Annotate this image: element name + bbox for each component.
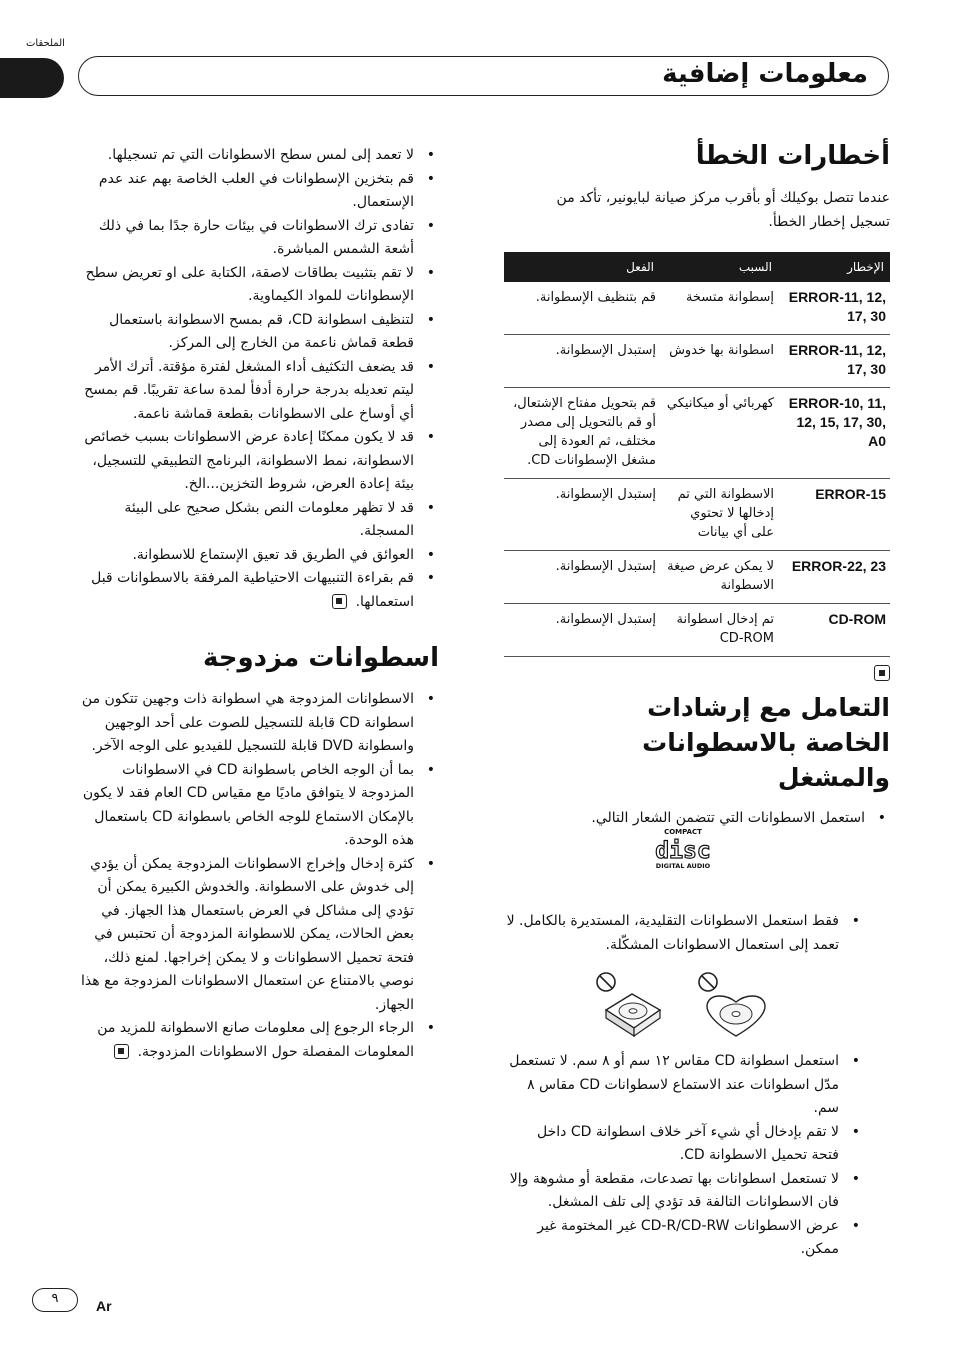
logo-text-compact: COMPACT bbox=[664, 828, 702, 836]
list-item: • قد لا تظهر معلومات النص بشكل صحيح على البيئة المسجلة. bbox=[79, 497, 439, 544]
error-code: ERROR-11, 12, 17, 30 bbox=[778, 282, 890, 335]
error-action: قم بتنظيف الإسطوانة. bbox=[504, 282, 660, 335]
list-item: • لا تستعمل اسطوانات بها تصدعات، مقطعة أو مشوهة وإلا فان الاسطوانات التالفة قد تؤدي إلى تلف المشغل. bbox=[506, 1168, 864, 1215]
section-label: الملحقات bbox=[26, 38, 65, 49]
list-item: • قد لا يكون ممكنًا إعادة عرض الاسطوانات بسبب خصائص الاسطوانة، نمط الاسطوانة، البرنامج التطبيقي للتسجيل، بيئة إعادة العرض، شروط التخزين...الخ. bbox=[79, 426, 439, 497]
error-cause: تم إدخال اسطوانة CD-ROM bbox=[660, 604, 778, 657]
dual-list bbox=[79, 688, 439, 1064]
list-item: • فقط استعمل الاسطوانات التقليدية، المستديرة بالكامل. لا تعمد إلى استعمال الاسطوانات المشكّلة. bbox=[506, 910, 864, 957]
col-header-action: الفعل bbox=[504, 252, 660, 282]
list-item: • لا تقم بتثبيت بطاقات لاصقة، الكتابة على او تعريض سطح الإسطوانات للمواد الكيماوية. bbox=[79, 262, 439, 309]
dual-section bbox=[79, 640, 439, 1064]
list-item: • لا تقم بإدخال أي شيء آخر خلاف اسطوانة CD داخل فتحة تحميل الاسطوانة CD. bbox=[506, 1121, 864, 1168]
error-code: ERROR-15 bbox=[778, 479, 890, 551]
table-row bbox=[504, 551, 890, 604]
error-action: قم بتحويل مفتاح الإشتعال، أو قم بالتحويل إلى مصدر مختلف، ثم العودة إلى مشغل الإسطوانات CD. bbox=[504, 388, 660, 479]
handling-list-2 bbox=[506, 910, 864, 957]
list-item: • استعمل اسطوانة CD مقاس ١٢ سم أو ٨ سم. لا تستعمل مدّل اسطوانات عند الاستماع لاسطوانات CD مقاس ٨ سم. bbox=[506, 1050, 864, 1121]
list-item: • قد يضعف التكثيف أداء المشغل لفترة مؤقتة. أترك الأمر ليتم تعديله بدرجة حرارة أدفأ لمدة ساعة تقريبًا. قم بمسح أي أوساخ على الاسطوانات بقطعة قماشة ناعمة. bbox=[79, 356, 439, 427]
list-item: • بما أن الوجه الخاص باسطوانة CD في الاسطوانات المزدوجة لا يتوافق ماديًا مع مقياس CD العام فقد لا يكون بالإمكان الاستماع للوجه الخاص باسطوانة CD باستعمال هذه الوحدة. bbox=[79, 759, 439, 853]
errors-heading: أخطارات الخطأ bbox=[695, 141, 890, 171]
end-of-section-icon bbox=[114, 1044, 129, 1059]
error-code: ERROR-11, 12, 17, 30 bbox=[778, 335, 890, 388]
table-row bbox=[504, 282, 890, 335]
language-code: Ar bbox=[96, 1298, 112, 1314]
dual-heading: اسطوانات مزدوجة bbox=[202, 643, 439, 673]
error-cause: الاسطوانة التي تم إدخالها لا تحتوي على أي بيانات bbox=[660, 479, 778, 551]
care-last-text: قم بقراءة التنبيهات الاحتياطية المرفقة بالاسطوانات قبل استعمالها. bbox=[91, 570, 414, 610]
logo-text-disc: disc bbox=[655, 838, 711, 864]
end-of-section-icon bbox=[332, 594, 347, 609]
error-code: CD-ROM bbox=[778, 604, 890, 657]
list-item: • لتنظيف اسطوانة CD، قم بمسح الاسطوانة باستعمال قطعة قماش ناعمة من الخارج إلى المركز. bbox=[79, 309, 439, 356]
error-action: إستبدل الإسطوانة. bbox=[504, 479, 660, 551]
care-list bbox=[79, 144, 439, 614]
compact-disc-logo-icon bbox=[650, 826, 716, 870]
handling-more bbox=[506, 1050, 864, 1262]
handling-heading: التعامل مع إرشادات الخاصة بالاسطوانات والمشغل bbox=[642, 693, 890, 792]
error-cause: اسطوانة بها خدوش bbox=[660, 335, 778, 388]
list-item bbox=[79, 567, 439, 614]
handling-list-1 bbox=[560, 807, 890, 831]
list-item: • استعمل الاسطوانات التي تتضمن الشعار التالي. bbox=[560, 807, 890, 831]
errors-section bbox=[528, 138, 890, 258]
error-action: إستبدل الإسطوانة. bbox=[504, 335, 660, 388]
col-header-code: الإخطار bbox=[778, 252, 890, 282]
logo-text-digital-audio: DIGITAL AUDIO bbox=[655, 862, 711, 870]
heart-disc-prohibited-icon bbox=[696, 970, 772, 1040]
page-title: معلومات إضافية bbox=[662, 59, 868, 89]
list-item: • تفادى ترك الاسطوانات في بيئات حارة جدًا بما في ذلك أشعة الشمس المباشرة. bbox=[79, 215, 439, 262]
dual-last-text: الرجاء الرجوع إلى معلومات صانع الاسطوانة للمزيد من المعلومات المفصلة حول الاسطوانات المزدوجة. bbox=[97, 1020, 414, 1060]
table-row bbox=[504, 335, 890, 388]
list-item: • قم بتخزين الإسطوانات في العلب الخاصة بهم عند عدم الإستعمال. bbox=[79, 168, 439, 215]
title-bar bbox=[78, 56, 889, 96]
handling-list-3 bbox=[506, 1050, 864, 1262]
list-item: • عرض الاسطوانات CD-R/CD-RW غير المختومة غير ممكن. bbox=[506, 1215, 864, 1262]
handling-section bbox=[560, 690, 890, 831]
section-tab bbox=[0, 58, 64, 98]
error-cause: لا يمكن عرض صيغة الاسطوانة bbox=[660, 551, 778, 604]
irregular-disc-prohibited-icon bbox=[594, 970, 670, 1040]
table-row bbox=[504, 604, 890, 657]
list-item: • لا تعمد إلى لمس سطح الاسطوانات التي تم تسجيلها. bbox=[79, 144, 439, 168]
error-cause: كهربائي أو ميكانيكي bbox=[660, 388, 778, 479]
error-code: ERROR-22, 23 bbox=[778, 551, 890, 604]
col-header-cause: السبب bbox=[660, 252, 778, 282]
error-code: ERROR-10, 11, 12, 15, 17, 30, A0 bbox=[778, 388, 890, 479]
errors-table bbox=[504, 252, 890, 657]
table-row bbox=[504, 388, 890, 479]
list-item bbox=[79, 1017, 439, 1064]
list-item: • العوائق في الطريق قد تعيق الإستماع للاسطوانة. bbox=[79, 544, 439, 568]
table-row bbox=[504, 479, 890, 551]
list-item: • كثرة إدخال وإخراج الاسطوانات المزدوجة يمكن أن يؤدي إلى خدوش على الاسطوانة. والخدوش الكبيرة يمكن أن تؤدي إلى مشاكل في العرض باستعمال هذا الجهاز. في بعض الحالات، يمكن للاسطوانة المزدوجة أن تحتبس في فتحة تحميل الاسطوانات و لا يمكن إخراجها. لمنع ذلك، نوصي بالامتناع عن استعمال الاسطوانات المزدوجة مع هذا الجهاز. bbox=[79, 853, 439, 1018]
error-cause: إسطوانة متسخة bbox=[660, 282, 778, 335]
page-number: ٩ bbox=[32, 1288, 78, 1312]
errors-intro: عندما تتصل بوكيلك أو بأقرب مركز صيانة لبايونير، تأكد من تسجيل إخطار الخطأ. bbox=[556, 190, 890, 230]
end-of-section-icon bbox=[874, 665, 890, 681]
handling-shape-note bbox=[506, 910, 864, 957]
care-section bbox=[79, 144, 439, 614]
list-item: • الاسطوانات المزدوجة هي اسطوانة ذات وجهين تتكون من اسطوانة CD قابلة للتسجيل للصوت على أحد الوجهين واسطوانة DVD قابلة للتسجيل للفيديو على الوجه الآخر. bbox=[79, 688, 439, 759]
error-action: إستبدل الإسطوانة. bbox=[504, 604, 660, 657]
errors-table-wrap bbox=[504, 252, 890, 685]
error-action: إستبدل الإسطوانة. bbox=[504, 551, 660, 604]
